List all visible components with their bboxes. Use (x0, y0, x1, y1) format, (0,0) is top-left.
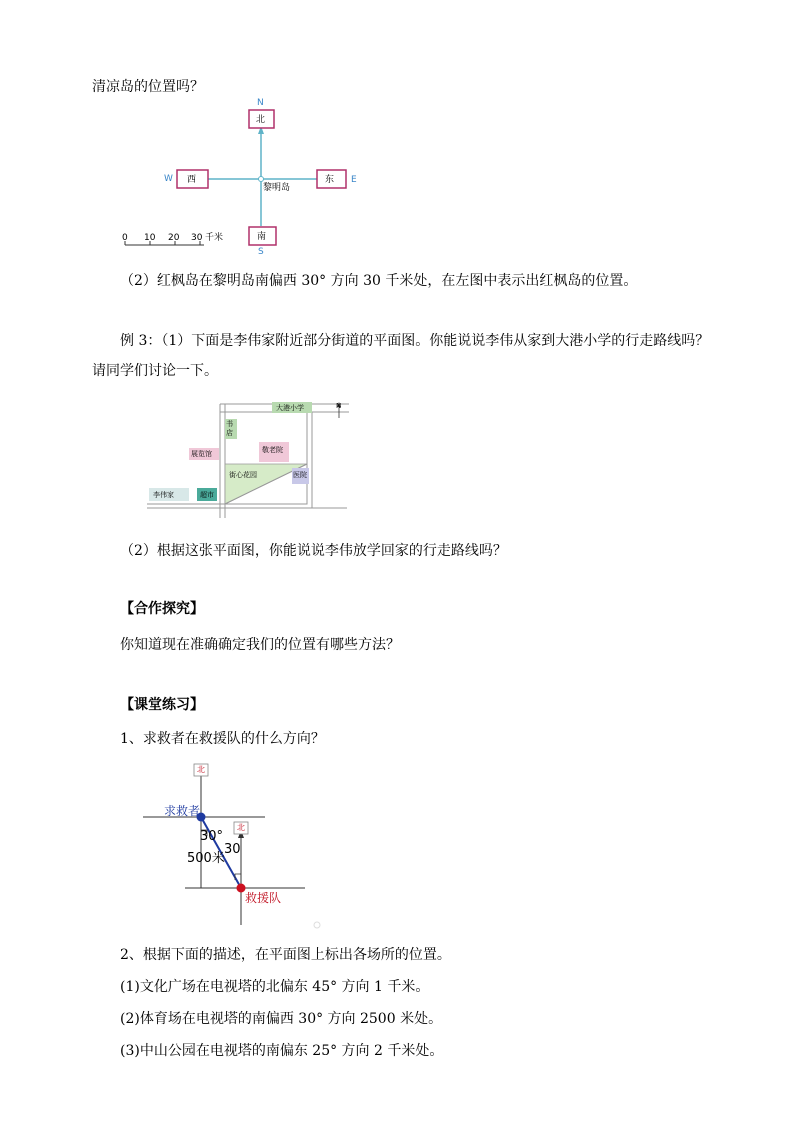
street-map (147, 398, 352, 518)
west-label: 西 (187, 175, 197, 185)
distance-label: 500米 (187, 851, 225, 866)
s-letter: S (258, 247, 264, 257)
practice-q2: 2、根据下面的描述，在平面图上标出各场所的位置。 (120, 947, 451, 963)
map-north-letter: N (336, 402, 342, 410)
practice-q2-item3: (3)中山公园在电视塔的南偏东 25° 方向 2 千米处。 (120, 1043, 444, 1059)
hospital-label: 医院 (293, 471, 307, 479)
home-label: 李伟家 (153, 491, 174, 499)
practice-q2-item2: (2)体育场在电视塔的南偏西 30° 方向 2500 米处。 (120, 1011, 443, 1027)
compass-diagram (120, 98, 380, 260)
bookstore-label: 书店 (226, 420, 233, 437)
e-letter: E (351, 175, 357, 185)
scale-0: 0 (122, 233, 128, 243)
q2-text: （2）红枫岛在黎明岛南偏西 30° 方向 30 千米处，在左图中表示出红枫岛的位置。 (120, 273, 638, 289)
team-label: 救援队 (245, 891, 282, 905)
school-label: 大港小学 (276, 404, 304, 412)
n-letter: N (257, 98, 264, 108)
north-top-label: 北 (197, 765, 205, 774)
coop-question: 你知道现在准确确定我们的位置有哪些方法？ (120, 637, 400, 653)
angle2-label: 30 (224, 842, 241, 857)
coop-heading: 【合作探究】 (120, 601, 204, 617)
example3-q2: （2）根据这张平面图，你能说说李伟放学回家的行走路线吗？ (120, 543, 507, 559)
scale-10: 10 (144, 233, 156, 243)
scale-unit: 千米 (205, 233, 224, 243)
center-island-label: 黎明岛 (263, 183, 291, 193)
north-label: 北 (256, 115, 266, 125)
north-right-label: 北 (237, 823, 245, 832)
intro-tail-text: 清凉岛的位置吗？ (92, 79, 204, 95)
example3-line2: 请同学们讨论一下。 (92, 363, 218, 379)
example3-line1: 例 3：（1）下面是李伟家附近部分街道的平面图。你能说说李伟从家到大港小学的行走路线吗？ (120, 333, 710, 349)
caller-label: 求救者 (164, 804, 201, 818)
garden-label: 街心花园 (229, 471, 257, 479)
scale-20: 20 (168, 233, 180, 243)
nursing-home-label: 敬老院 (262, 446, 283, 454)
practice-q1: 1、求救者在救援队的什么方向？ (120, 731, 325, 747)
practice-heading: 【课堂练习】 (120, 697, 204, 713)
east-label: 东 (325, 175, 335, 185)
exhibition-label: 展览馆 (191, 450, 212, 458)
center-point (259, 177, 264, 182)
angle1-label: 30° (200, 829, 224, 844)
w-letter: W (164, 174, 173, 184)
supermarket-label: 超市 (200, 491, 214, 499)
scale-30: 30 (191, 233, 203, 243)
south-label: 南 (257, 232, 267, 242)
practice-q2-item1: (1)文化广场在电视塔的北偏东 45° 方向 1 千米。 (120, 979, 430, 995)
